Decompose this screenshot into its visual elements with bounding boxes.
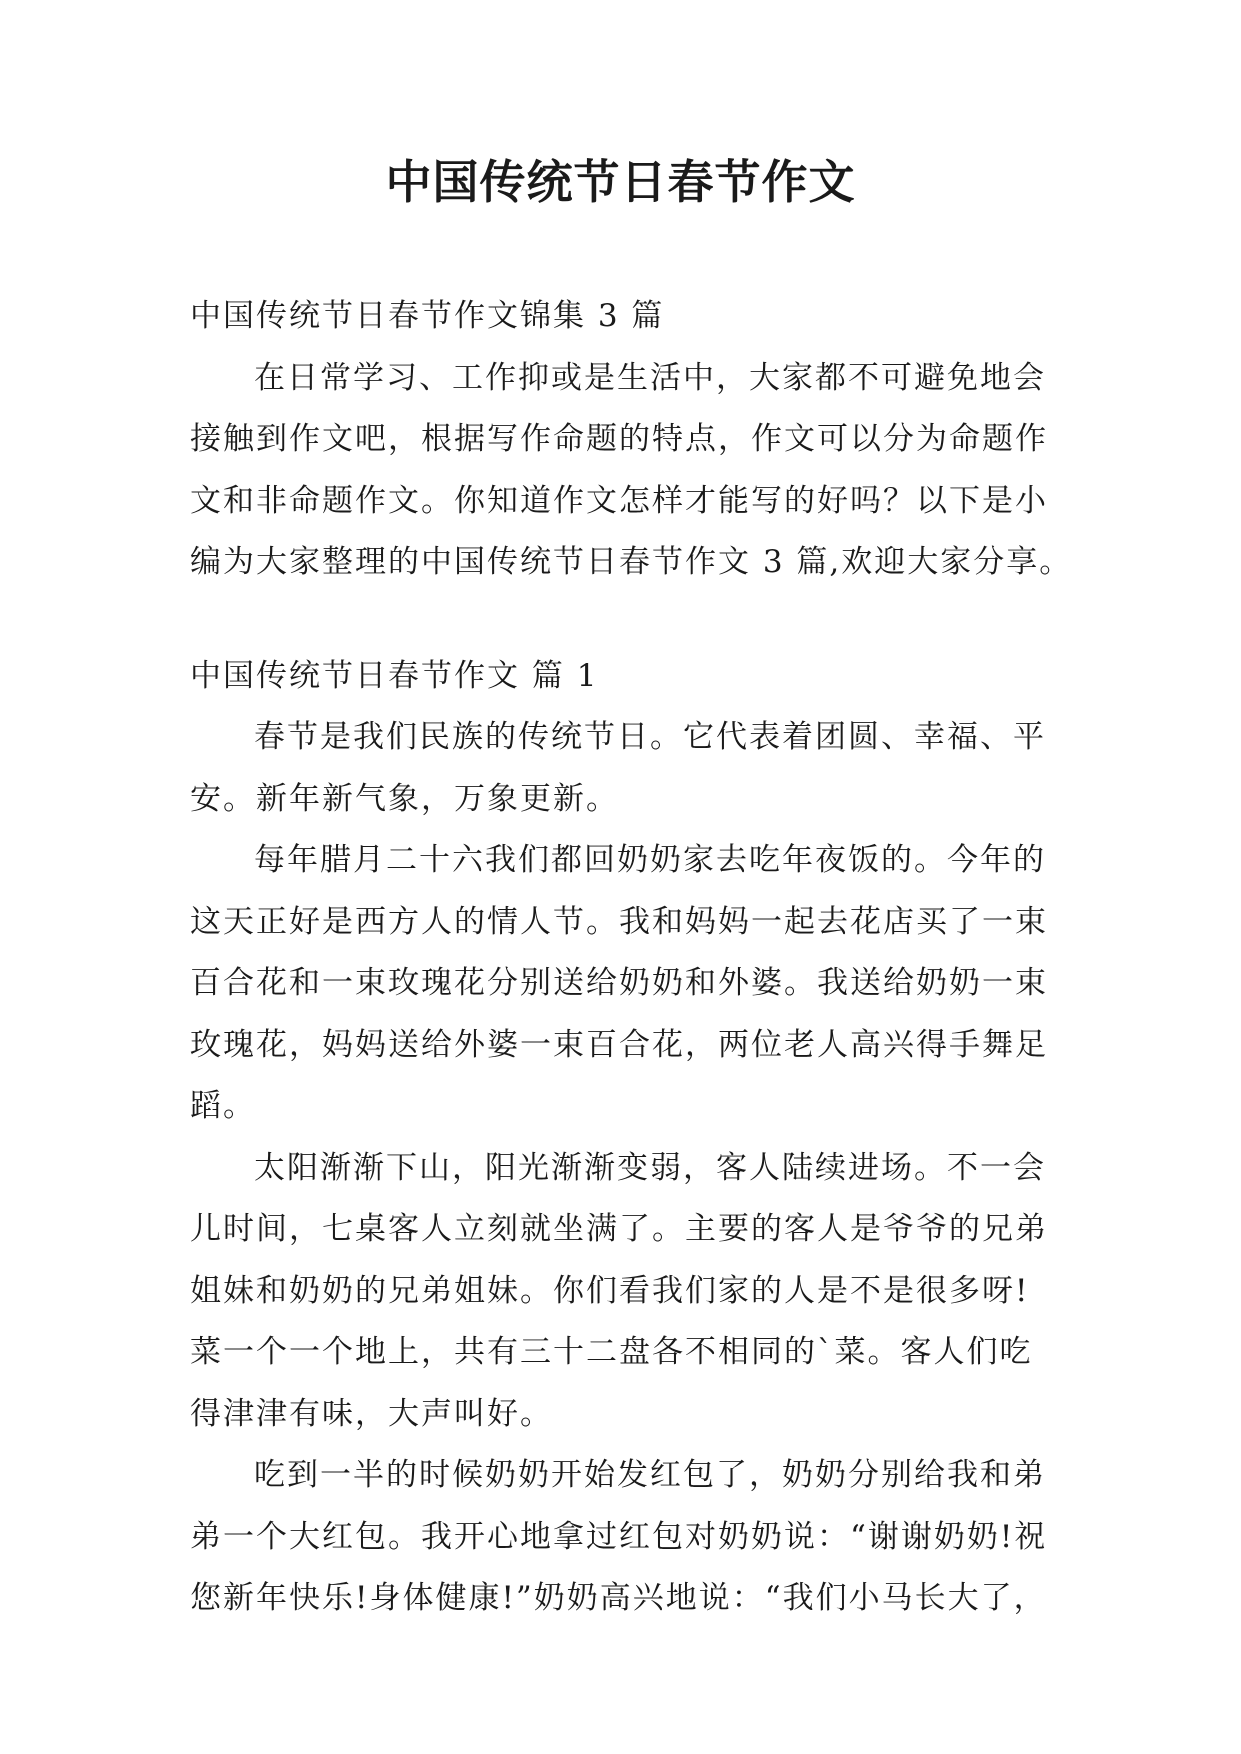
paragraph-line: 这天正好是西方人的情人节。我和妈妈一起去花店买了一束 [190,903,1048,940]
paragraph-line: 太阳渐渐下山，阳光渐渐变弱，客人陆续进场。不一会 [254,1149,1046,1186]
document-subtitle: 中国传统节日春节作文锦集 3 篇 [190,298,665,334]
intro-paragraph [190,348,1073,594]
paragraph-line: 得津津有味，大声叫好。 [190,1395,553,1432]
paragraph [190,1445,1052,1630]
paragraph-line: 姐妹和奶奶的兄弟姐妹。你们看我们家的人是不是很多呀! [190,1272,1030,1309]
section-spacer [190,594,1052,646]
paragraph-line: 您新年快乐!身体健康!”奶奶高兴地说：“我们小马长大了， [190,1580,1047,1616]
paragraph-line: 百合花和一束玫瑰花分别送给奶奶和外婆。我送给奶奶一束 [190,965,1048,1001]
paragraph-line: 菜一个一个地上，共有三十二盘各不相同的`菜。客人们吃 [190,1334,1033,1370]
paragraph-line: 蹈。 [190,1088,256,1124]
document-body [190,286,1073,1630]
document-title: 中国传统节日春节作文 [385,155,856,209]
intro-line: 在日常学习、工作抑或是生活中，大家都不可避免地会 [254,359,1046,396]
intro-line: 文和非命题作文。你知道作文怎样才能写的好吗？以下是小 [190,482,1048,519]
section-heading: 中国传统节日春节作文 篇 1 [190,657,599,694]
paragraph-line: 吃到一半的时候奶奶开始发红包了，奶奶分别给我和弟 [254,1457,1046,1493]
paragraph-line: 每年腊月二十六我们都回奶奶家去吃年夜饭的。今年的 [254,842,1046,878]
paragraph-line: 儿时间，七桌客人立刻就坐满了。主要的客人是爷爷的兄弟 [190,1211,1048,1247]
paragraph [190,1138,1052,1446]
paragraph-line: 安。新年新气象，万象更新。 [190,780,619,817]
paragraph [190,830,1052,1138]
intro-line: 编为大家整理的中国传统节日春节作文 3 篇,欢迎大家分享。 [190,544,1073,580]
paragraph-line: 春节是我们民族的传统节日。它代表着团圆、幸福、平 [254,719,1046,755]
paragraph-line: 弟一个大红包。我开心地拿过红包对奶奶说：“谢谢奶奶!祝 [190,1518,1048,1555]
intro-line: 接触到作文吧，根据写作命题的特点，作文可以分为命题作 [190,421,1048,457]
paragraph-line: 玫瑰花，妈妈送给外婆一束百合花，两位老人高兴得手舞足 [190,1026,1048,1063]
paragraph [190,707,1052,830]
